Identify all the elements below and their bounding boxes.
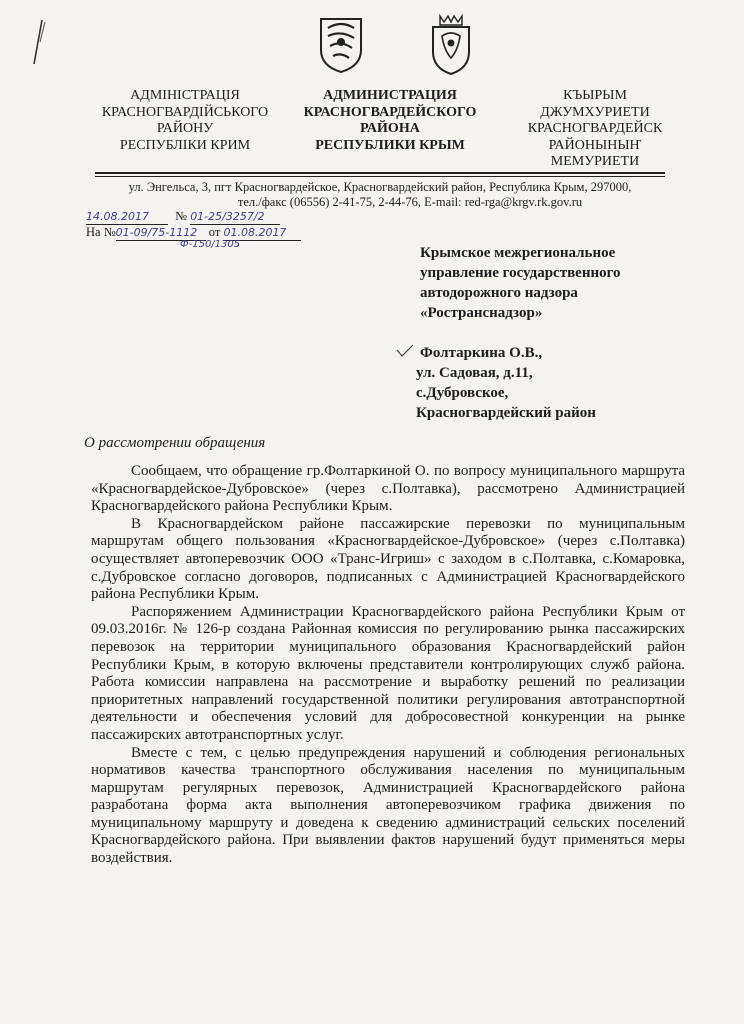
- outgoing-number-label: №: [175, 209, 188, 223]
- header-ukrainian: АДМІНІСТРАЦІЯ КРАСНОГВАРДІЙСЬКОГО РАЙОНУ РЕСПУБЛІКИ КРИМ: [101, 88, 269, 153]
- header-russian: АДМИНИСТРАЦИЯ КРАСНОГВАРДЕЙСКОГО РАЙОНА РЕСПУБЛИКИ КРЫМ: [303, 88, 477, 153]
- address-line: ул. Энгельса, 3, пгт Красногвардейское, Красногвардейский район, Республика Крым, 297000,: [128, 180, 632, 194]
- recipient-person: Фолтаркина О.В., ул. Садовая, д.11, с.Дубровское, Красногвардейский район: [416, 345, 596, 421]
- header-crimean-tatar: КЪЫРЫМ ДЖУМХУРИЕТИ КРАСНОГВАРДЕЙСК РАЙОНЫНЫҤ МЕМУРИЕТИ: [527, 88, 663, 169]
- ref-number: 01-09/75-1112: [116, 226, 206, 241]
- address-block: [95, 180, 665, 210]
- header-divider-thick: [95, 172, 665, 174]
- outgoing-date: 14.08.2017: [86, 210, 168, 225]
- paragraph: В Красногвардейском районе пассажирские перевозки по муниципальным маршрутам общего пользования «Красногвардейское-Дубровское» (через с.Полтавка) осуществляет автоперевозчик ООО «Транс-Игриш» с заходом в с.Полтавка, с.Комаровка, с.Дубровское согласно договоров, подписанных с Администрацией Красногвардейского района Республики Крым.: [91, 515, 685, 603]
- registration-date-line: [86, 209, 280, 225]
- letter-body: [91, 463, 685, 868]
- checkmark-icon: [396, 344, 414, 358]
- contact-line: тел./факс (06556) 2-41-75, 2-44-76, E-mail: red-rga@krgv.rk.gov.ru: [237, 195, 583, 209]
- district-coat-of-arms-icon: [428, 14, 474, 76]
- crimea-coat-of-arms-icon: [318, 16, 364, 74]
- recipient-organization: Крымское межрегиональное управление государственного автодорожного надзора «Ространснадзор»: [420, 245, 621, 321]
- ref-handwritten-extra: Ф-150/1305: [180, 239, 241, 250]
- outgoing-number: 01-25/3257/2: [190, 210, 280, 225]
- header-divider-thin: [95, 176, 665, 177]
- letter-subject: О рассмотрении обращения: [84, 435, 266, 451]
- handwritten-mark: [28, 18, 48, 68]
- paragraph: Распоряжением Администрации Красногвардейского района Республики Крым от 09.03.2016г. № 126-р создана Районная комиссия по регулированию рынка пассажирских перевозок на территории муниципального образования Красногвардейский район Республики Крым, в которую включены представители контролирующих служб района. Работа комиссии направлена на рассмотрение и выработку решений по реализации приоритетных направлений государственной политики регулирования автотранспортной деятельности и обеспечения условий для добросовестной конкуренции на рынке пассажирских автотранспортных услуг.: [91, 603, 685, 743]
- ref-from-label: от: [208, 225, 221, 239]
- paragraph: Вместе с тем, с целью предупреждения нарушений и соблюдения региональных нормативов качества транспортного обслуживания населения по муниципальным маршрутам регулярных перевозок, Администрацией Красногвардейского района разработана форма акта выполнения автоперевозчиком графика движения по муниципальному маршруту и доведена к сведению администраций сельских поселений Красногвардейского района. При выявлении фактов нарушений будут применяться меры воздействия.: [91, 744, 685, 867]
- ref-number-label: На №: [86, 225, 116, 239]
- paragraph: Сообщаем, что обращение гр.Фолтаркиной О. по вопросу муниципального маршрута «Красногвардейское-Дубровское» (через с.Полтавка), рассмотрено Администрацией Красногвардейского района Республики Крым.: [91, 463, 685, 515]
- ref-date: 01.08.2017: [223, 226, 301, 241]
